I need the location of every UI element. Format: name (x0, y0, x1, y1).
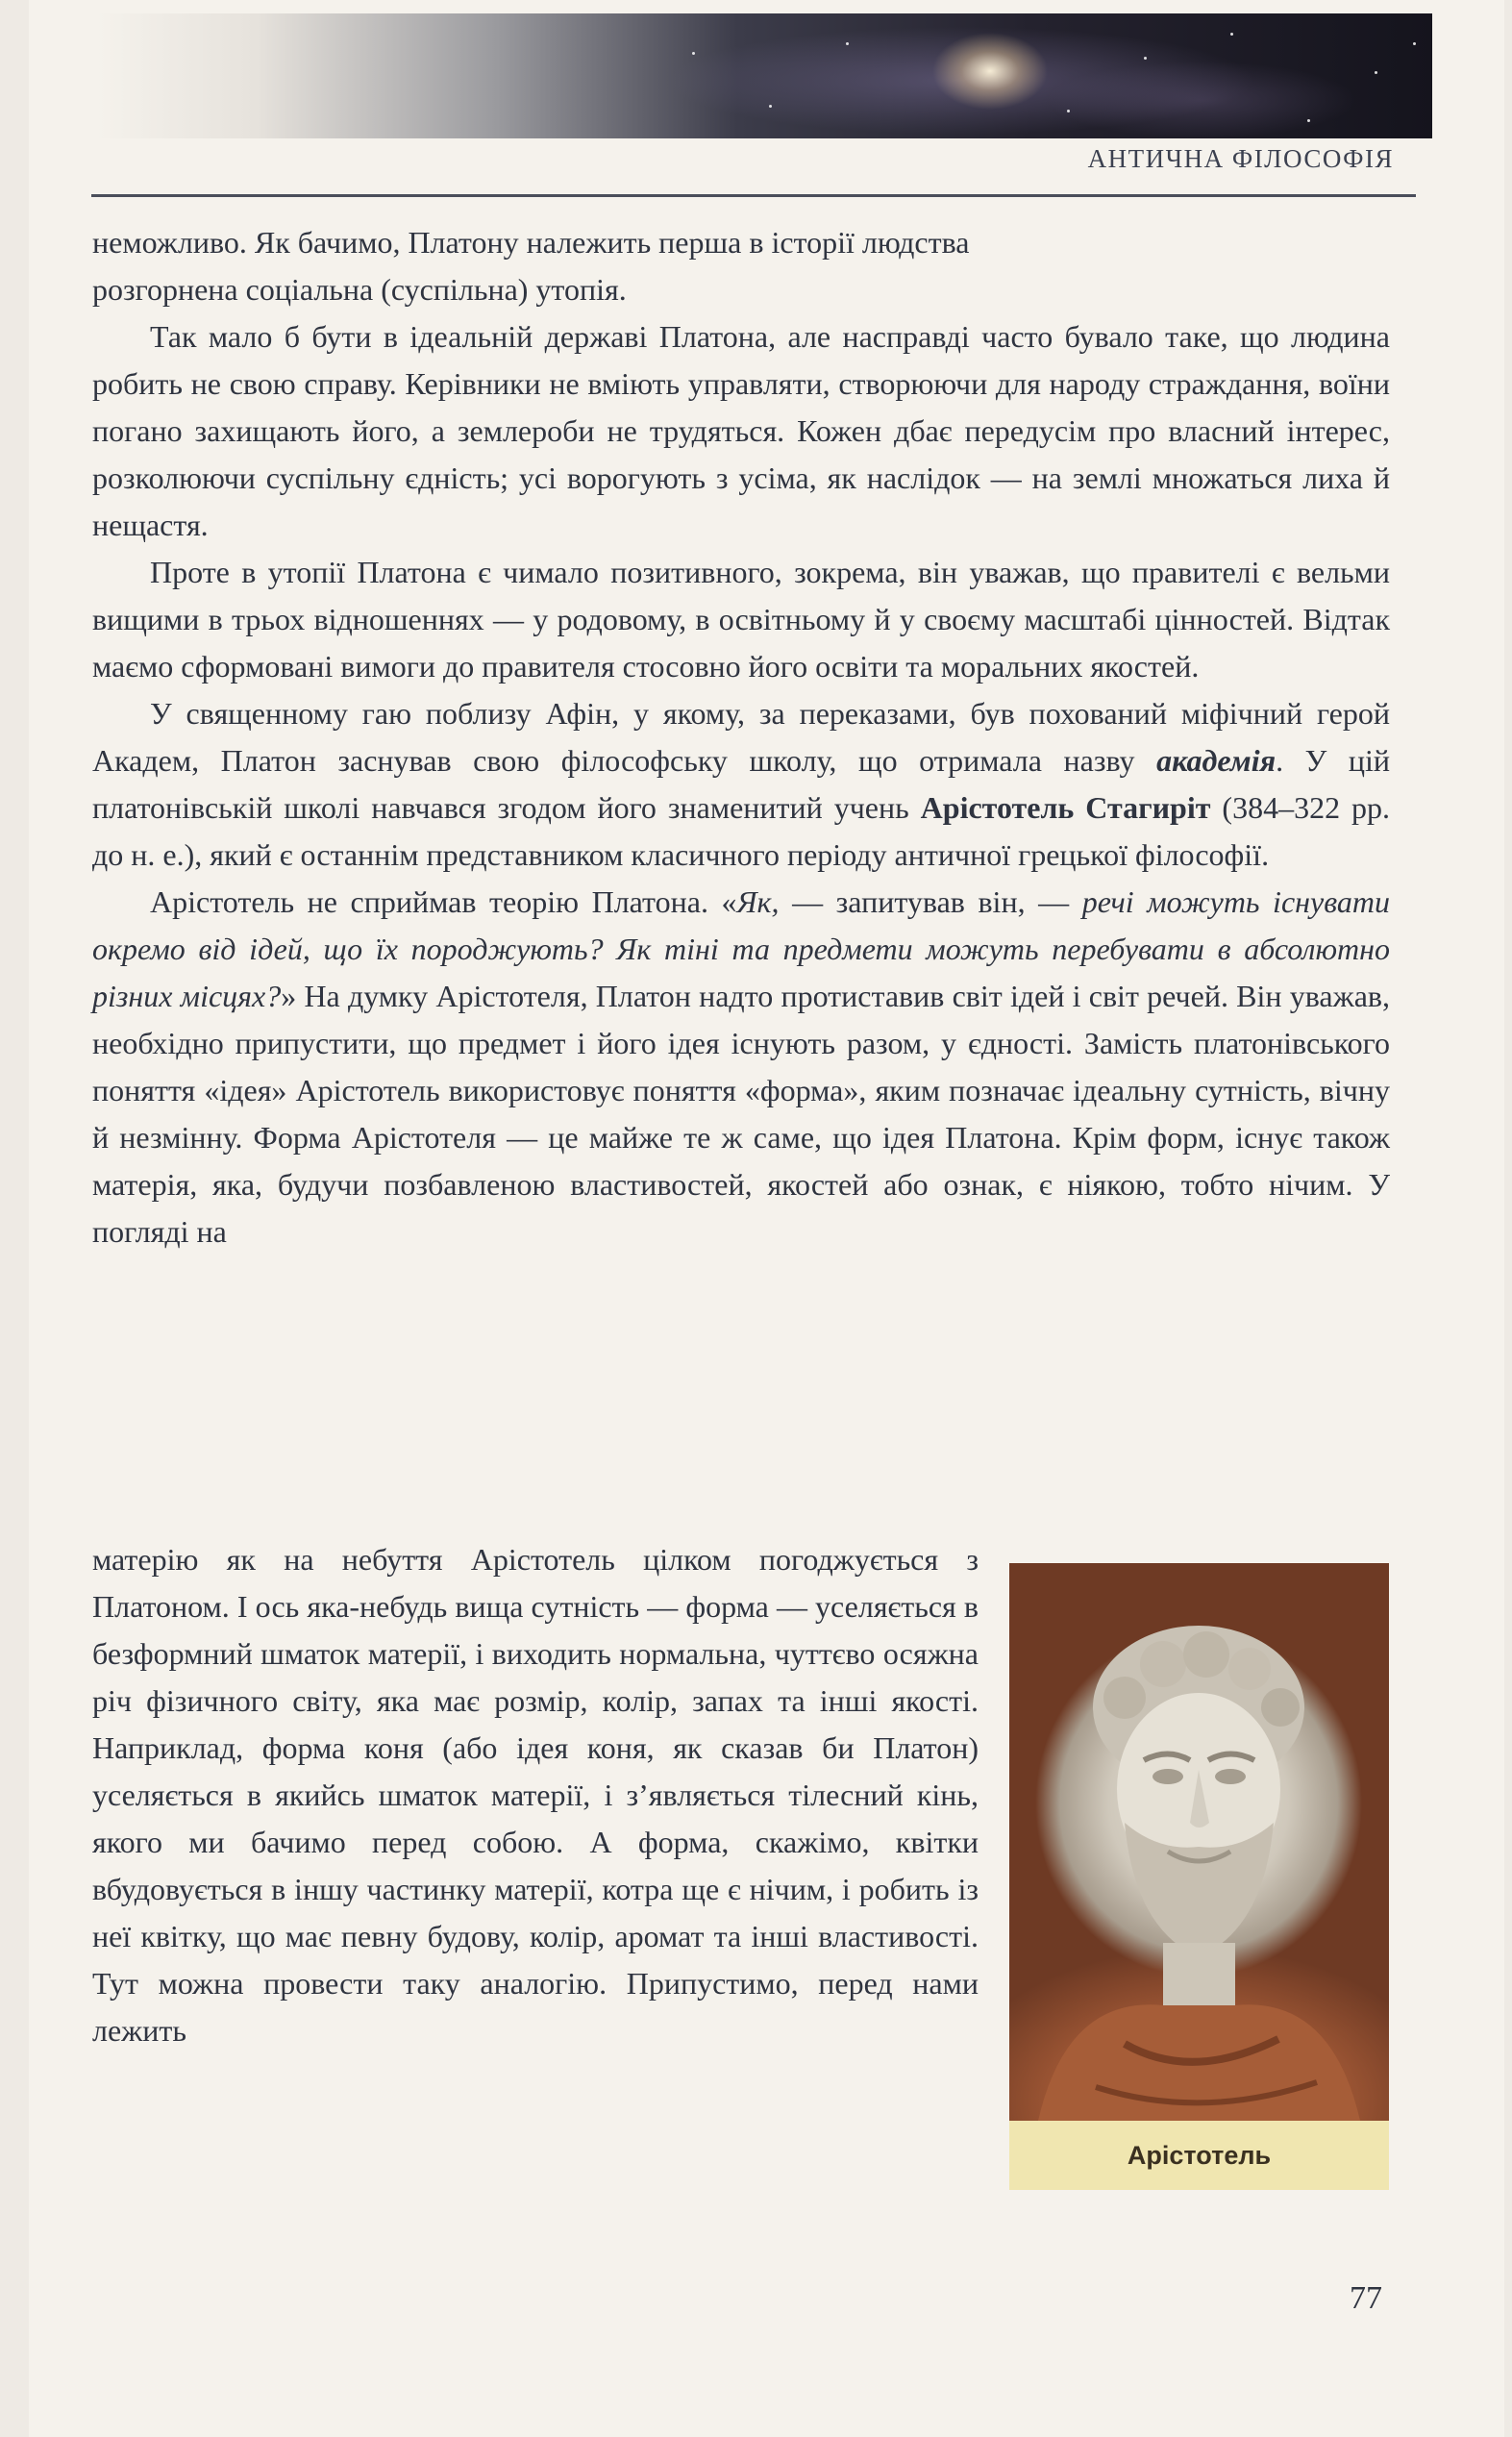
paragraph-5 (92, 879, 1390, 1256)
aristotle-figure (1009, 1563, 1389, 2190)
wrapped-text (92, 1536, 979, 2054)
galaxy-banner-image (96, 13, 1432, 138)
p4-text-a: У священному гаю поблизу Афін, у якому, за переказами, був похований міфічний герой Академ, Платон заснував свою філософську школу, що отримала назву (92, 696, 1390, 778)
quote-part-2: речі можуть існувати окремо від ідей, що їх породжують? Як тіні та предмети можуть перебувати в абсолютно різних місцях? (92, 884, 1391, 1013)
header-rule (91, 194, 1416, 197)
paragraph-1-line-2: розгорнена соціальна (суспільна) утопія. (92, 272, 627, 307)
paragraph-6: матерію як на небуття Арістотель цілком погоджується з Платоном. І ось яка-небудь вища сутність — форма — уселяється в безформний шматок матерії, і виходить нормальна, чуттєво осяжна річ фізичного світу, яка має розмір, колір, запах та інші якості. Наприклад, форма коня (або ідея коня, як сказав би Платон) уселяється в якийсь шматок матерії, і з’являється тілесний кінь, якого ми бачимо перед собою. А форма, скажімо, квітки вбудовується в іншу частинку матерії, котра ще є нічим, і робить із неї квітку, що має певну будову, колір, аромат та інші властивості. Тут можна провести таку аналогію. Припустимо, перед нами лежить (92, 1542, 979, 2048)
quote-part-1: Як, (736, 884, 780, 919)
p4-text-c: (384–322 рр. до н. е.), який є останнім представником класичного періоду античної грецької філософії. (92, 790, 1391, 872)
term-akademia: академія (1156, 743, 1277, 778)
paragraph-4 (92, 690, 1390, 879)
paragraph-2: Так мало б бути в ідеальній державі Платона, але насправді часто бувало таке, що людина робить не свою справу. Керівники не вміють управляти, створюючи для народу страждання, воїни погано захищають його, а землероби не трудяться. Кожен дбає передусім про власний інтерес, розколюючи суспільну єдність; усі ворогують з усіма, як наслідок — на землі множаться лиха й нещастя. (92, 319, 1390, 542)
p5-text-a: Арістотель не сприймав теорію Платона. « (150, 884, 737, 919)
paragraph-1-line-1: неможливо. Як бачимо, Платону належить перша в історії людства (92, 225, 970, 260)
figure-caption: Арістотель (1127, 2140, 1272, 2170)
bust-portrait-icon (1009, 1563, 1389, 2121)
page-number: 77 (1350, 2280, 1382, 2316)
p4-text-b: . У цій платонівській школі навчався згодом його знаменитий учень (92, 743, 1391, 825)
paragraph-1 (92, 219, 1390, 313)
paragraph-3: Проте в утопії Платона є чимало позитивного, зокрема, він уважав, що правителі є вельми вищими в трьох відношеннях — у родовому, в освітньому й у своєму масштабі цінностей. Відтак маємо сформовані вимоги до правителя стосовно його освіти та моральних якостей. (92, 555, 1390, 684)
name-aristotle: Арістотель Стагиріт (920, 790, 1211, 825)
main-text (92, 219, 1390, 1256)
p5-text-b: — запитував він, — (779, 884, 1082, 919)
running-head: АНТИЧНА ФІЛОСОФІЯ (1087, 144, 1394, 173)
p5-text-c: » На думку Арістотеля, Платон надто протиставив світ ідей і світ речей. Він уважав, необхідно припустити, що предмет і його ідея існують разом, у єдності. Замість платонівського поняття «ідея» Арістотель використовує поняття «форма», яким позначає ідеальну сутність, вічну й незмінну. Форма Арістотеля — це майже те ж саме, що ідея Платона. Крім форм, існує також матерія, яка, будучи позбавленою властивостей, якостей або ознак, є ніякою, тобто нічим. У погляді на (92, 979, 1391, 1249)
